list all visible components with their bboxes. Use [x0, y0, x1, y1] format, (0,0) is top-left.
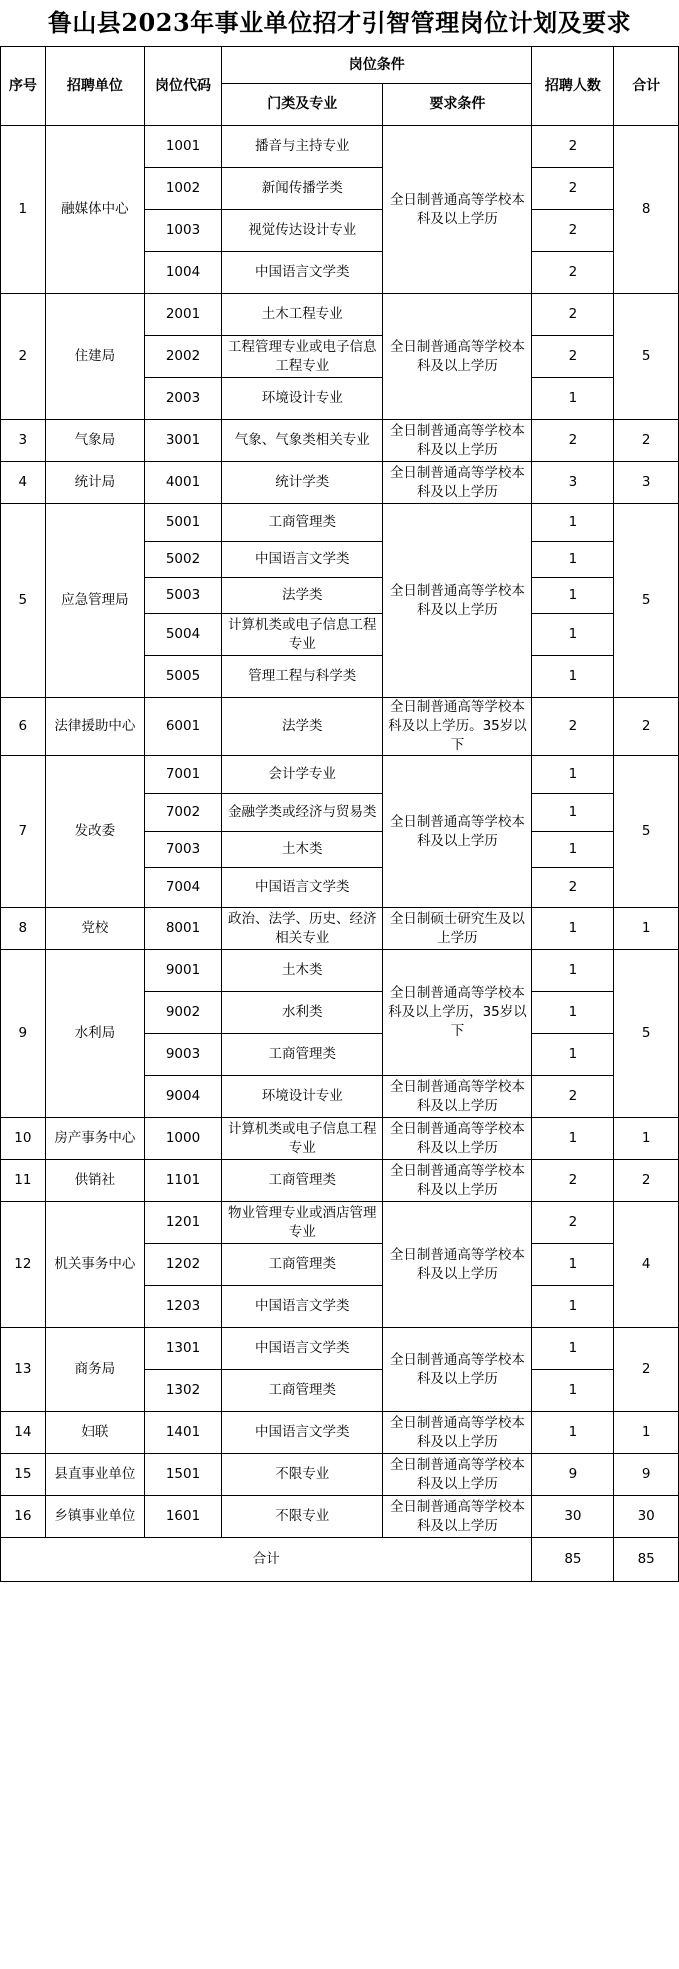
requirement-cell: 全日制普通高等学校本科及以上学历: [383, 1076, 532, 1118]
count-cell: 1: [532, 950, 614, 992]
count-cell: 1: [532, 378, 614, 420]
table-row: [1, 908, 679, 950]
major-cell: 工商管理类: [222, 1370, 383, 1412]
code-cell: 2002: [145, 336, 222, 378]
seq-cell: 12: [1, 1202, 46, 1328]
seq-cell: 10: [1, 1118, 46, 1160]
total-cell: 1: [614, 1118, 679, 1160]
major-cell: 中国语言文学类: [222, 542, 383, 578]
major-cell: 计算机类或电子信息工程专业: [222, 1118, 383, 1160]
major-cell: 中国语言文学类: [222, 1412, 383, 1454]
requirement-cell: 全日制普通高等学校本科及以上学历: [383, 1202, 532, 1328]
major-cell: 播音与主持专业: [222, 126, 383, 168]
count-cell: 2: [532, 1160, 614, 1202]
count-cell: 1: [532, 908, 614, 950]
major-cell: 工商管理类: [222, 504, 383, 542]
code-cell: 5002: [145, 542, 222, 578]
count-cell: 30: [532, 1496, 614, 1538]
major-cell: 管理工程与科学类: [222, 656, 383, 698]
recruitment-table: [0, 46, 679, 1582]
code-cell: 6001: [145, 698, 222, 756]
total-cell: 9: [614, 1454, 679, 1496]
table-row: [1, 294, 679, 336]
table-row: [1, 1496, 679, 1538]
count-cell: 1: [532, 504, 614, 542]
unit-cell: 融媒体中心: [45, 126, 144, 294]
total-cell: 1: [614, 1412, 679, 1454]
seq-cell: 4: [1, 462, 46, 504]
code-cell: 1101: [145, 1160, 222, 1202]
requirement-cell: 全日制普通高等学校本科及以上学历: [383, 504, 532, 698]
table-row: [1, 504, 679, 542]
footer-total: 85: [614, 1538, 679, 1582]
major-cell: 土木工程专业: [222, 294, 383, 336]
count-cell: 1: [532, 1370, 614, 1412]
table-row: [1, 420, 679, 462]
code-cell: 8001: [145, 908, 222, 950]
major-cell: 土木类: [222, 950, 383, 992]
major-cell: 法学类: [222, 578, 383, 614]
major-cell: 工商管理类: [222, 1244, 383, 1286]
code-cell: 1202: [145, 1244, 222, 1286]
total-cell: 30: [614, 1496, 679, 1538]
code-cell: 7003: [145, 832, 222, 868]
seq-cell: 13: [1, 1328, 46, 1412]
major-cell: 工程管理专业或电子信息工程专业: [222, 336, 383, 378]
major-cell: 工商管理类: [222, 1160, 383, 1202]
table-row: [1, 1328, 679, 1370]
requirement-cell: 全日制普通高等学校本科及以上学历: [383, 1496, 532, 1538]
code-cell: 1203: [145, 1286, 222, 1328]
code-cell: 1001: [145, 126, 222, 168]
seq-cell: 11: [1, 1160, 46, 1202]
major-cell: 中国语言文学类: [222, 868, 383, 908]
total-cell: 2: [614, 1328, 679, 1412]
count-cell: 1: [532, 794, 614, 832]
header-total: 合计: [614, 47, 679, 126]
page-title: 鲁山县2023年事业单位招才引智管理岗位计划及要求: [47, 8, 632, 37]
unit-cell: 房产事务中心: [45, 1118, 144, 1160]
major-cell: 气象、气象类相关专业: [222, 420, 383, 462]
unit-cell: 水利局: [45, 950, 144, 1118]
count-cell: 1: [532, 832, 614, 868]
table-row: [1, 950, 679, 992]
major-cell: 新闻传播学类: [222, 168, 383, 210]
header-seq: 序号: [1, 47, 46, 126]
code-cell: 1201: [145, 1202, 222, 1244]
header-major: 门类及专业: [222, 84, 383, 126]
seq-cell: 9: [1, 950, 46, 1118]
count-cell: 1: [532, 1286, 614, 1328]
major-cell: 不限专业: [222, 1454, 383, 1496]
count-cell: 2: [532, 252, 614, 294]
count-cell: 2: [532, 126, 614, 168]
count-cell: 1: [532, 1034, 614, 1076]
count-cell: 2: [532, 420, 614, 462]
requirement-cell: 全日制普通高等学校本科及以上学历: [383, 420, 532, 462]
requirement-cell: 全日制普通高等学校本科及以上学历: [383, 462, 532, 504]
table-row: [1, 698, 679, 756]
major-cell: 不限专业: [222, 1496, 383, 1538]
count-cell: 1: [532, 656, 614, 698]
requirement-cell: 全日制普通高等学校本科及以上学历: [383, 1328, 532, 1412]
count-cell: 2: [532, 336, 614, 378]
requirement-cell: 全日制硕士研究生及以上学历: [383, 908, 532, 950]
code-cell: 1002: [145, 168, 222, 210]
code-cell: 2003: [145, 378, 222, 420]
major-cell: 物业管理专业或酒店管理专业: [222, 1202, 383, 1244]
code-cell: 1000: [145, 1118, 222, 1160]
total-cell: 3: [614, 462, 679, 504]
total-cell: 5: [614, 756, 679, 908]
table-row: [1, 1118, 679, 1160]
count-cell: 2: [532, 1076, 614, 1118]
header-unit: 招聘单位: [45, 47, 144, 126]
requirement-cell: 全日制普通高等学校本科及以上学历: [383, 294, 532, 420]
header-code: 岗位代码: [145, 47, 222, 126]
header-requirement: 要求条件: [383, 84, 532, 126]
major-cell: 计算机类或电子信息工程专业: [222, 614, 383, 656]
major-cell: 土木类: [222, 832, 383, 868]
requirement-cell: 全日制普通高等学校本科及以上学历。35岁以下: [383, 698, 532, 756]
seq-cell: 3: [1, 420, 46, 462]
major-cell: 法学类: [222, 698, 383, 756]
code-cell: 7002: [145, 794, 222, 832]
requirement-cell: 全日制普通高等学校本科及以上学历: [383, 756, 532, 908]
count-cell: 3: [532, 462, 614, 504]
requirement-cell: 全日制普通高等学校本科及以上学历: [383, 1160, 532, 1202]
count-cell: 1: [532, 614, 614, 656]
major-cell: 金融学类或经济与贸易类: [222, 794, 383, 832]
major-cell: 中国语言文学类: [222, 252, 383, 294]
unit-cell: 法律援助中心: [45, 698, 144, 756]
seq-cell: 7: [1, 756, 46, 908]
seq-cell: 2: [1, 294, 46, 420]
total-cell: 2: [614, 1160, 679, 1202]
code-cell: 9003: [145, 1034, 222, 1076]
code-cell: 3001: [145, 420, 222, 462]
major-cell: 会计学专业: [222, 756, 383, 794]
total-cell: 5: [614, 950, 679, 1118]
seq-cell: 6: [1, 698, 46, 756]
count-cell: 1: [532, 756, 614, 794]
count-cell: 2: [532, 1202, 614, 1244]
code-cell: 7001: [145, 756, 222, 794]
major-cell: 环境设计专业: [222, 378, 383, 420]
unit-cell: 供销社: [45, 1160, 144, 1202]
requirement-cell: 全日制普通高等学校本科及以上学历: [383, 1454, 532, 1496]
table-row: [1, 462, 679, 504]
code-cell: 1401: [145, 1412, 222, 1454]
major-cell: 视觉传达设计专业: [222, 210, 383, 252]
code-cell: 9002: [145, 992, 222, 1034]
footer-label: 合计: [1, 1538, 532, 1582]
count-cell: 2: [532, 210, 614, 252]
table-row: [1, 1202, 679, 1244]
table-row: [1, 756, 679, 794]
total-cell: 5: [614, 294, 679, 420]
seq-cell: 8: [1, 908, 46, 950]
major-cell: 统计学类: [222, 462, 383, 504]
unit-cell: 商务局: [45, 1328, 144, 1412]
count-cell: 1: [532, 1244, 614, 1286]
total-cell: 4: [614, 1202, 679, 1328]
table-body: [1, 126, 679, 1538]
major-cell: 中国语言文学类: [222, 1328, 383, 1370]
count-cell: 1: [532, 1118, 614, 1160]
requirement-cell: 全日制普通高等学校本科及以上学历: [383, 126, 532, 294]
unit-cell: 统计局: [45, 462, 144, 504]
code-cell: 7004: [145, 868, 222, 908]
total-cell: 1: [614, 908, 679, 950]
total-cell: 2: [614, 698, 679, 756]
code-cell: 9001: [145, 950, 222, 992]
unit-cell: 县直事业单位: [45, 1454, 144, 1496]
code-cell: 1501: [145, 1454, 222, 1496]
seq-cell: 5: [1, 504, 46, 698]
header-count: 招聘人数: [532, 47, 614, 126]
table-row: [1, 1160, 679, 1202]
footer-count: 85: [532, 1538, 614, 1582]
header-conditions: 岗位条件: [222, 47, 532, 84]
code-cell: 5004: [145, 614, 222, 656]
major-cell: 中国语言文学类: [222, 1286, 383, 1328]
count-cell: 2: [532, 294, 614, 336]
seq-cell: 16: [1, 1496, 46, 1538]
seq-cell: 14: [1, 1412, 46, 1454]
count-cell: 1: [532, 542, 614, 578]
unit-cell: 气象局: [45, 420, 144, 462]
table-row: [1, 126, 679, 168]
code-cell: 4001: [145, 462, 222, 504]
count-cell: 2: [532, 868, 614, 908]
code-cell: 1003: [145, 210, 222, 252]
count-cell: 1: [532, 578, 614, 614]
table-row: [1, 1454, 679, 1496]
major-cell: 环境设计专业: [222, 1076, 383, 1118]
count-cell: 2: [532, 698, 614, 756]
unit-cell: 党校: [45, 908, 144, 950]
unit-cell: 住建局: [45, 294, 144, 420]
unit-cell: 乡镇事业单位: [45, 1496, 144, 1538]
code-cell: 1301: [145, 1328, 222, 1370]
count-cell: 1: [532, 1328, 614, 1370]
total-cell: 5: [614, 504, 679, 698]
count-cell: 1: [532, 992, 614, 1034]
count-cell: 1: [532, 1412, 614, 1454]
code-cell: 2001: [145, 294, 222, 336]
requirement-cell: 全日制普通高等学校本科及以上学历，35岁以下: [383, 950, 532, 1076]
major-cell: 水利类: [222, 992, 383, 1034]
count-cell: 2: [532, 168, 614, 210]
code-cell: 5005: [145, 656, 222, 698]
unit-cell: 妇联: [45, 1412, 144, 1454]
major-cell: 政治、法学、历史、经济相关专业: [222, 908, 383, 950]
code-cell: 5003: [145, 578, 222, 614]
major-cell: 工商管理类: [222, 1034, 383, 1076]
table-row: [1, 1412, 679, 1454]
seq-cell: 1: [1, 126, 46, 294]
code-cell: 5001: [145, 504, 222, 542]
total-cell: 2: [614, 420, 679, 462]
code-cell: 1601: [145, 1496, 222, 1538]
code-cell: 9004: [145, 1076, 222, 1118]
requirement-cell: 全日制普通高等学校本科及以上学历: [383, 1118, 532, 1160]
unit-cell: 机关事务中心: [45, 1202, 144, 1328]
total-cell: 8: [614, 126, 679, 294]
code-cell: 1302: [145, 1370, 222, 1412]
count-cell: 9: [532, 1454, 614, 1496]
unit-cell: 发改委: [45, 756, 144, 908]
requirement-cell: 全日制普通高等学校本科及以上学历: [383, 1412, 532, 1454]
seq-cell: 15: [1, 1454, 46, 1496]
code-cell: 1004: [145, 252, 222, 294]
unit-cell: 应急管理局: [45, 504, 144, 698]
